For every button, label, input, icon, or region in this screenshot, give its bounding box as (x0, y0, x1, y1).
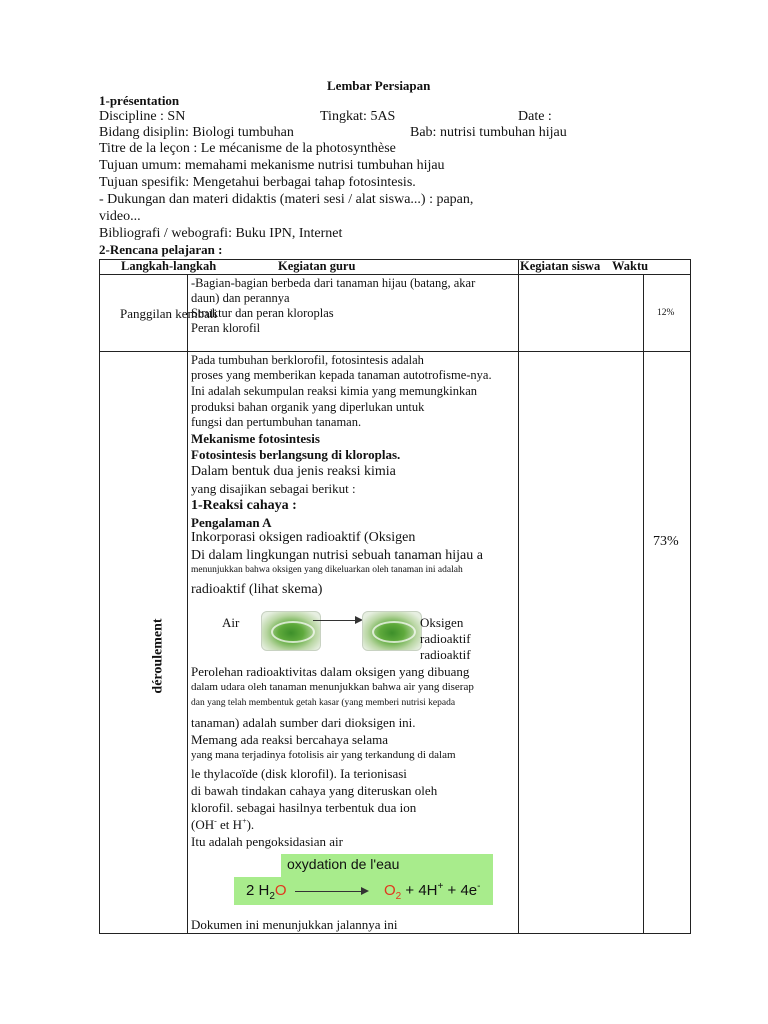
row2-p4-line-4: tanaman) adalah sumber dari dioksigen ini. (191, 715, 416, 730)
equation-title: oxydation de l'eau (287, 856, 400, 872)
row2-p3-line-4: radioaktif (lihat skema) (191, 582, 323, 597)
row2-p2-line-2: yang disajikan sebagai berikut : (191, 481, 356, 496)
row1-step: Panggilan kembali (120, 306, 218, 321)
schema-arrow-line (313, 620, 357, 621)
section-rencana: 2-Rencana pelajaran : (99, 242, 223, 257)
ion-oh-charge: - (214, 816, 217, 826)
petri-dish-image-right (362, 611, 422, 651)
eq-right-h-charge: + (437, 881, 444, 892)
eq-right-e-charge: - (477, 881, 481, 892)
equation-arrow-line (295, 891, 363, 892)
row1-guru-line-4: Peran klorofil (191, 321, 261, 335)
row2-p4-line-2: dalam udara oleh tanaman menunjukkan bahwa air yang diserap (191, 681, 474, 693)
ion-oh: (OH (191, 817, 215, 832)
bibliografi-field: Bibliografi / webografi: Buku IPN, Internet (99, 226, 343, 241)
equation-arrow-icon (361, 887, 369, 895)
ion-formula (191, 817, 254, 832)
row2-p1-line-2: proses yang memberikan kepada tanaman autotrofisme-nya. (191, 368, 492, 382)
page-title: Lembar Persiapan (327, 78, 431, 93)
header-kegiatan-siswa: Kegiatan siswa (520, 259, 601, 273)
dukungan-line-2: video... (99, 209, 141, 224)
row1-waktu: 12% (657, 308, 675, 318)
row2-p5-line-4: di bawah tindakan cahaya yang diteruskan oleh (191, 783, 438, 798)
schema-radioaktif-2: radioaktif (420, 647, 471, 662)
eq-left-sub: 2 (269, 891, 275, 902)
equation-right (384, 881, 481, 902)
heading-pengalaman: Pengalaman A (191, 515, 272, 530)
header-kegiatan-guru: Kegiatan guru (278, 259, 356, 273)
heading-fotosintesis: Fotosintesis berlangsung di kloroplas. (191, 447, 401, 462)
bab-field: Bab: nutrisi tumbuhan hijau (410, 125, 567, 140)
row2-step: déroulement (150, 618, 166, 694)
row2-p1-line-4: produksi bahan organik yang diperlukan untuk (191, 400, 425, 414)
row1-guru-line-2: daun) dan perannya (191, 291, 290, 305)
row2-p3-line-1: Inkorporasi oksigen radioaktif (Oksigen (191, 530, 416, 545)
row2-p7: Dokumen ini menunjukkan jalannya ini (191, 917, 398, 932)
row1-guru-line-1: -Bagian-bagian berbeda dari tanaman hijau (batang, akar (191, 276, 476, 290)
tujuan-spesifik-field: Tujuan spesifik: Mengetahui berbagai tahap fotosintesis. (99, 175, 416, 190)
ion-h-charge: + (242, 816, 247, 826)
row2-p5-line-2: yang mana terjadinya fotolisis air yang terkandung di dalam (191, 749, 456, 761)
ion-et-h: et H (216, 817, 243, 832)
bidang-field: Bidang disiplin: Biologi tumbuhan (99, 125, 294, 140)
eq-left-oxygen: O (274, 882, 287, 899)
row2-p1-line-5: fungsi dan pertumbuhan tanaman. (191, 415, 362, 429)
eq-right-h: + 4H (401, 882, 438, 899)
header-langkah: Langkah-langkah (121, 259, 217, 273)
tingkat-field: Tingkat: 5AS (320, 109, 396, 124)
header-waktu: Waktu (612, 259, 649, 273)
schema-air-label: Air (222, 615, 240, 630)
titre-field: Titre de la leçon : Le mécanisme de la photosynthèse (99, 141, 396, 156)
eq-left-coef: 2 H (246, 882, 270, 899)
row2-p1-line-3: Ini adalah sekumpulan reaksi kimia yang memungkinkan (191, 384, 478, 398)
row2-p2-line-1: Dalam bentuk dua jenis reaksi kimia (191, 464, 396, 479)
eq-right-sub: 2 (395, 891, 402, 902)
date-field: Date : (518, 109, 552, 124)
row2-p6: Itu adalah pengoksidasian air (191, 834, 343, 849)
eq-right-e: + 4e (443, 882, 478, 899)
row2-p5-line-1: Memang ada reaksi bercahaya selama (191, 732, 389, 747)
row2-p5-line-3: le thylacoïde (disk klorofil). Ia terionisasi (191, 766, 407, 781)
schema-radioaktif-1: radioaktif (420, 631, 471, 646)
row2-p4-line-3: dan yang telah membentuk getah kasar (yang memberi nutrisi kepada (191, 698, 456, 708)
row2-p3-line-2: Di dalam lingkungan nutrisi sebuah tanaman hijau a (191, 548, 483, 563)
row2-waktu: 73% (653, 534, 679, 549)
schema-oksigen-label: Oksigen (420, 615, 464, 630)
ion-end: ). (246, 817, 255, 832)
row2-p4-line-1: Perolehan radioaktivitas dalam oksigen yang dibuang (191, 664, 470, 679)
dukungan-line-1: - Dukungan dan materi didaktis (materi sesi / alat siswa...) : papan, (99, 192, 474, 207)
row2-p1-line-1: Pada tumbuhan berklorofil, fotosintesis adalah (191, 353, 424, 367)
section-presentation: 1-présentation (99, 93, 180, 108)
row2-p3-line-3: menunjukkan bahwa oksigen yang dikeluarkan oleh tanaman ini adalah (191, 565, 463, 575)
petri-dish-image-left (261, 611, 321, 651)
eq-right-oxygen: O (384, 882, 396, 899)
heading-mekanisme: Mekanisme fotosintesis (191, 431, 320, 446)
discipline-field: Discipline : SN (99, 109, 186, 124)
heading-reaksi-cahaya: 1-Reaksi cahaya : (191, 498, 297, 513)
tujuan-umum-field: Tujuan umum: memahami mekanisme nutrisi tumbuhan hijau (99, 158, 445, 173)
equation-left (246, 882, 287, 902)
row1-guru-line-3: Struktur dan peran kloroplas (191, 306, 334, 320)
row2-p5-line-5: klorofil. sebagai hasilnya terbentuk dua ion (191, 800, 417, 815)
